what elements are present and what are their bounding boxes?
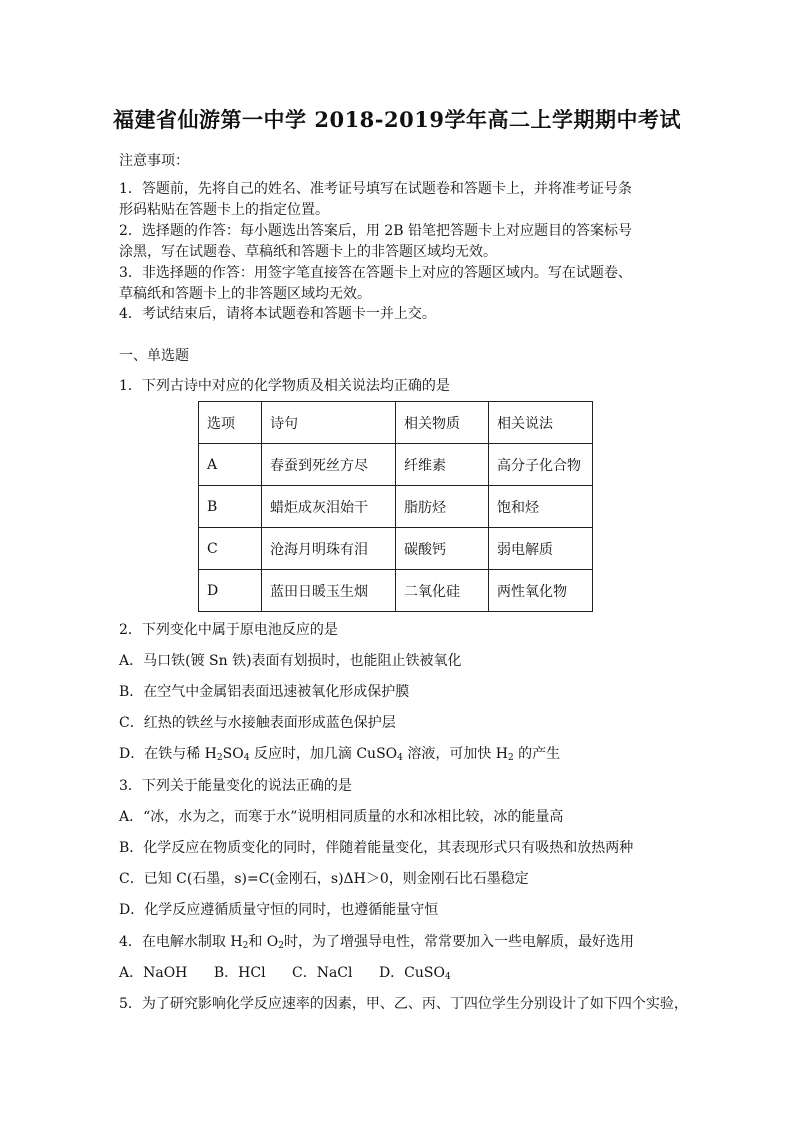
- subscript: 4: [243, 753, 250, 763]
- option-text: D．CuSO: [378, 965, 445, 981]
- table-cell: 高分子化合物: [489, 444, 593, 486]
- subscript: 4: [397, 753, 403, 763]
- subscript: 2: [507, 753, 514, 763]
- question-4-options: [119, 964, 451, 986]
- note-line: 形码粘贴在答题卡上的指定位置。: [119, 202, 329, 218]
- stem-text: 4．在电解水制取 H: [119, 934, 243, 950]
- table-row: [199, 528, 593, 570]
- subscript: 2: [216, 753, 223, 763]
- question-5-stem: 5．为了研究影响化学反应速率的因素，甲、乙、丙、丁四位学生分别设计了如下四个实验，: [119, 996, 688, 1012]
- question-1-table: [198, 401, 593, 612]
- subscript: 2: [242, 941, 249, 951]
- section-heading: 一、单选题: [119, 348, 189, 364]
- question-2-option-c: C．红热的铁丝与水接触表面形成蓝色保护层: [119, 715, 396, 731]
- question-2-stem: 2．下列变化中属于原电池反应的是: [119, 622, 338, 638]
- table-cell: 春蚕到死丝方尽: [262, 444, 396, 486]
- table-cell: 两性氧化物: [489, 570, 593, 612]
- subscript: 4: [444, 972, 451, 982]
- table-cell: 蓝田日暖玉生烟: [262, 570, 396, 612]
- question-4-option-d: [379, 965, 451, 981]
- table-cell: 蜡炬成灰泪始干: [262, 486, 396, 528]
- question-3-option-a: A．“冰，水为之，而寒于水”说明相同质量的水和冰相比较，冰的能量高: [119, 809, 564, 825]
- table-header-cell: 相关物质: [396, 402, 489, 444]
- stem-text: 和 O: [248, 934, 279, 950]
- table-cell: 二氧化硅: [396, 570, 489, 612]
- table-cell: 纤维素: [396, 444, 489, 486]
- note-line: 涂黑，写在试题卷、草稿纸和答题卡上的非答题区域均无效。: [119, 244, 497, 260]
- option-text: D．在铁与稀 H: [119, 746, 217, 762]
- note-line: 1．答题前，先将自己的姓名、准考证号填写在试题卷和答题卡上，并将准考证号条: [119, 181, 632, 197]
- note-line: 2．选择题的作答：每小题选出答案后，用 2B 铅笔把答题卡上对应题目的答案标号: [119, 223, 633, 239]
- question-2-option-a: A．马口铁(镀 Sn 铁)表面有划损时，也能阻止铁被氧化: [119, 653, 462, 669]
- table-cell: 饱和烃: [489, 486, 593, 528]
- question-3-option-c: C．已知 C(石墨，s)=C(金刚石，s)ΔH＞0，则金刚石比石墨稳定: [119, 871, 529, 887]
- question-3-stem: 3．下列关于能量变化的说法正确的是: [119, 778, 352, 794]
- question-4-stem: [119, 933, 634, 955]
- question-4-option-c: C．NaCl: [292, 965, 353, 981]
- question-3-option-b: B．化学反应在物质变化的同时，伴随着能量变化，其表现形式只有吸热和放热两种: [119, 840, 634, 856]
- stem-text: 时，为了增强导电性，常常要加入一些电解质，最好选用: [283, 934, 634, 950]
- table-cell: 沧海月明珠有泪: [262, 528, 396, 570]
- note-line: 4．考试结束后，请将本试题卷和答题卡一并上交。: [119, 306, 436, 322]
- table-cell: 脂肪烃: [396, 486, 489, 528]
- option-text: SO: [222, 746, 244, 762]
- table-cell: A: [199, 444, 262, 486]
- table-header-cell: 选项: [199, 402, 262, 444]
- question-4-option-b: B．HCl: [213, 965, 266, 981]
- note-line: 草稿纸和答题卡上的非答题区域均无效。: [119, 286, 371, 302]
- table-header-cell: 诗句: [262, 402, 396, 444]
- question-4-option-a: A．NaOH: [119, 965, 188, 981]
- question-1-stem: 1．下列古诗中对应的化学物质及相关说法均正确的是: [119, 378, 450, 394]
- table-row: [199, 444, 593, 486]
- table-cell: 弱电解质: [489, 528, 593, 570]
- option-text: 的产生: [513, 746, 561, 762]
- table-cell: C: [199, 528, 262, 570]
- table-cell: B: [199, 486, 262, 528]
- table-row: [199, 570, 593, 612]
- exam-title: 福建省仙游第一中学 2018-2019学年高二上学期期中考试: [113, 107, 681, 132]
- subscript: 2: [278, 941, 284, 951]
- table-cell: D: [199, 570, 262, 612]
- table-cell: 碳酸钙: [396, 528, 489, 570]
- table-header-cell: 相关说法: [489, 402, 593, 444]
- question-2-option-b: B．在空气中金属铝表面迅速被氧化形成保护膜: [119, 684, 410, 700]
- table-header-row: [199, 402, 593, 444]
- table-row: [199, 486, 593, 528]
- question-3-option-d: D．化学反应遵循质量守恒的同时，也遵循能量守恒: [119, 902, 439, 918]
- option-text: 反应时，加几滴 CuSO: [249, 746, 398, 762]
- question-2-option-d: [119, 745, 560, 767]
- notes-heading: 注意事项：: [119, 153, 189, 169]
- option-text: 溶液，可加快 H: [402, 746, 508, 762]
- note-line: 3．非选择题的作答：用签字笔直接答在答题卡上对应的答题区域内。写在试题卷、: [119, 265, 632, 281]
